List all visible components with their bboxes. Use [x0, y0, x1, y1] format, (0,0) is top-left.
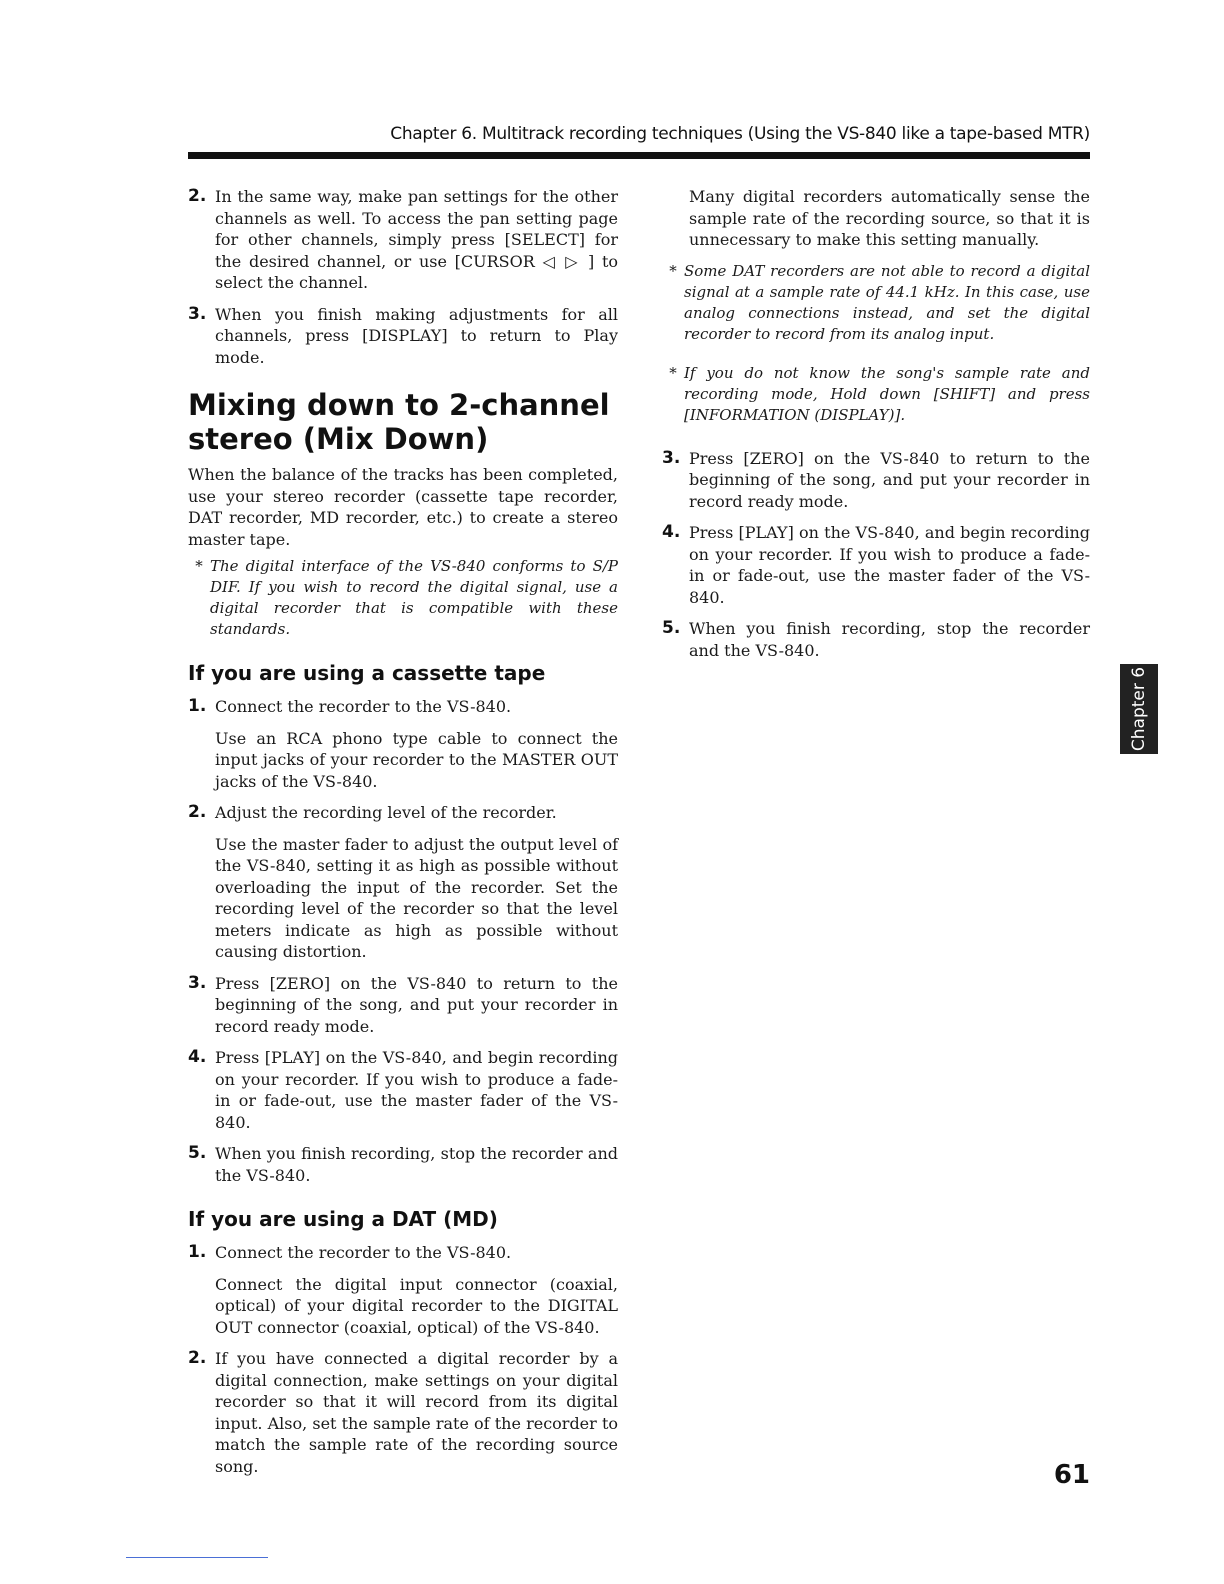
step-text: Press [PLAY] on the VS-840, and begin recording on your recorder. If you wish to produce a fade-in or fade-out, use the master fader of the VS-840.	[215, 1048, 618, 1132]
list-item	[188, 304, 618, 369]
step-number: 2.	[188, 802, 207, 822]
step-number: 3.	[188, 972, 207, 993]
running-header: Chapter 6. Multitrack recording techniques (Using the VS-840 like a tape-based MTR)	[390, 124, 1090, 144]
step-number: 1.	[188, 696, 207, 716]
list-item	[188, 1047, 618, 1133]
list-item	[188, 1348, 618, 1477]
step-number: 1.	[188, 1242, 207, 1262]
note	[662, 363, 1090, 426]
note	[188, 556, 618, 640]
step-text: Connect the recorder to the VS-840.	[215, 1243, 512, 1262]
header-rule	[188, 152, 1090, 159]
step-text: When you finish recording, stop the recorder and the VS-840.	[689, 619, 1090, 660]
chapter-tab-label: Chapter 6	[1129, 666, 1149, 752]
step-detail: Connect the digital input connector (coaxial, optical) of your digital recorder to the DIGITAL OUT connector (coaxial, optical) of the VS-840.	[215, 1274, 618, 1337]
chapter-tab	[1120, 664, 1158, 754]
step-number: 4.	[188, 1047, 207, 1067]
footer-line	[126, 1557, 268, 1558]
note-marker: *	[669, 363, 677, 382]
step-number: 2.	[188, 186, 207, 206]
list-item	[188, 1242, 618, 1264]
step-text: If you have connected a digital recorder by a digital connection, make settings on your digital recorder so that it will record from its digital input. Also, set the sample rate of the recorder to match the sample rate of the recording source song.	[215, 1349, 618, 1476]
subheading-cassette: If you are using a cassette tape	[188, 661, 546, 685]
page-number: 61	[1053, 1460, 1090, 1490]
step-number: 4.	[662, 522, 681, 542]
step-number: 2.	[188, 1348, 207, 1368]
list-item	[662, 618, 1090, 661]
step-text: Connect the recorder to the VS-840.	[215, 697, 512, 716]
step-detail: Use an RCA phono type cable to connect the input jacks of your recorder to the MASTER OUT jacks of the VS-840.	[215, 728, 618, 791]
step-text: Press [ZERO] on the VS-840 to return to the beginning of the song, and put your recorder in record ready mode.	[689, 448, 1090, 511]
sample-rate-paragraph: Many digital recorders automatically sense the sample rate of the recording source, so that it is unnecessary to make this setting manually.	[689, 187, 1090, 249]
list-item	[188, 186, 618, 294]
list-item	[662, 522, 1090, 608]
left-column	[188, 186, 618, 1487]
note-marker: *	[195, 557, 203, 575]
list-item	[662, 448, 1090, 513]
step-number: 3.	[188, 303, 207, 324]
step-text: In the same way, make pan settings for the other channels as well. To access the pan setting page for other channels, simply press [SELECT] for the desired channel, or use [CURSOR ◁ ▷ ] to select the channel.	[215, 187, 618, 292]
note-marker: *	[669, 261, 677, 280]
list-item	[188, 802, 618, 824]
step-number: 3.	[662, 447, 681, 468]
step-detail: Use the master fader to adjust the output level of the VS-840, setting it as high as possible without overloading the input of the recorder. Set the recording level of the recorder so that the level meters indicate as high as possible without causing distortion.	[215, 834, 618, 961]
mix-intro-paragraph: When the balance of the tracks has been completed, use your stereo recorder (cassette tape recorder, DAT recorder, MD recorder, etc.) to create a stereo master tape.	[188, 465, 618, 549]
step-number: 5.	[188, 1143, 207, 1163]
note	[662, 261, 1090, 345]
list-item	[188, 1143, 618, 1186]
note-text: Some DAT recorders are not able to record a digital signal at a sample rate of 44.1 kHz. In this case, use analog connections instead, and set the digital recorder to record from its analog input.	[684, 261, 1090, 343]
note-text: The digital interface of the VS-840 conforms to S/P DIF. If you wish to record the digital signal, use a digital recorder that is compatible with these standards.	[210, 557, 618, 638]
list-item	[188, 973, 618, 1038]
list-item	[188, 696, 618, 718]
step-number: 5.	[662, 618, 681, 638]
subheading-dat: If you are using a DAT (MD)	[188, 1207, 498, 1231]
step-text: When you finish recording, stop the recorder and the VS-840.	[215, 1144, 618, 1185]
step-text: Adjust the recording level of the recorder.	[215, 803, 557, 822]
step-text: When you finish making adjustments for all channels, press [DISPLAY] to return to Play mode.	[215, 304, 618, 367]
step-text: Press [ZERO] on the VS-840 to return to the beginning of the song, and put your recorder in record ready mode.	[215, 973, 618, 1036]
section-heading-mix-down: Mixing down to 2-channel stereo (Mix Down)	[188, 388, 610, 456]
note-text: If you do not know the song's sample rate and recording mode, Hold down [SHIFT] and press [INFORMATION (DISPLAY)].	[684, 363, 1090, 424]
right-column	[662, 186, 1090, 671]
step-text: Press [PLAY] on the VS-840, and begin recording on your recorder. If you wish to produce a fade-in or fade-out, use the master fader of the VS-840.	[689, 523, 1090, 607]
